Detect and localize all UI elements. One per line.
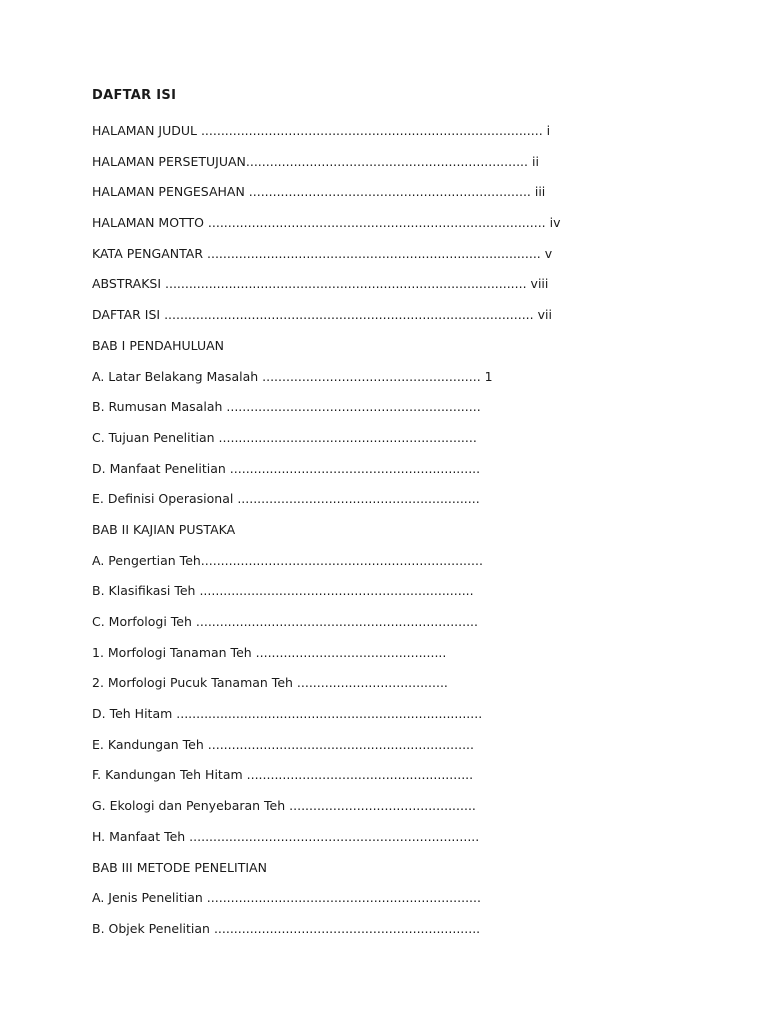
chapter-heading: BAB II KAJIAN PUSTAKA (92, 521, 236, 537)
toc-entry: G. Ekologi dan Penyebaran Teh ............................................... (92, 798, 476, 814)
chapter-heading: BAB III METODE PENELITIAN (92, 859, 267, 875)
toc-entry: KATA PENGANTAR .................................................................................... v (92, 245, 553, 261)
toc-entry: D. Teh Hitam ............................................................................. (92, 706, 483, 722)
toc-entry: HALAMAN PENGESAHAN ....................................................................... iii (92, 184, 546, 200)
toc-entry: HALAMAN MOTTO ..................................................................................... iv (92, 215, 561, 231)
toc-entry: HALAMAN JUDUL ...................................................................................... i (92, 123, 551, 138)
toc-entry: HALAMAN PERSETUJUAN....................................................................... ii (92, 153, 539, 169)
toc-heading: DAFTAR ISI (92, 88, 177, 103)
toc-entry: F. Kandungan Teh Hitam ......................................................... (92, 767, 474, 783)
document-page (92, 86, 692, 945)
toc-entry: B. Rumusan Masalah ................................................................ (92, 399, 481, 415)
toc-entry: E. Definisi Operasional ............................................................. (92, 491, 480, 507)
toc-entry: A. Pengertian Teh....................................................................... (92, 552, 483, 568)
toc-entry: E. Kandungan Teh ................................................................... (92, 736, 474, 752)
toc-entry: C. Tujuan Penelitian ................................................................. (92, 429, 477, 445)
toc-entry: A. Jenis Penelitian ..................................................................... (92, 890, 481, 906)
toc-entry: H. Manfaat Teh ......................................................................... (92, 828, 480, 844)
chapter-heading: BAB I PENDAHULUAN (92, 337, 225, 353)
toc-entry: A. Latar Belakang Masalah ....................................................... 1 (92, 368, 493, 384)
toc-entry: DAFTAR ISI ............................................................................................. vii (92, 307, 552, 323)
toc-entry: C. Morfologi Teh ....................................................................... (92, 614, 479, 629)
toc-entry: ABSTRAKSI ........................................................................................... viii (92, 276, 549, 292)
toc-entry: 1. Morfologi Tanaman Teh ................................................ (92, 644, 447, 660)
toc-entry: B. Objek Penelitian ................................................................... (92, 920, 481, 936)
toc-list (92, 116, 692, 945)
toc-entry: 2. Morfologi Pucuk Tanaman Teh ...................................... (92, 675, 448, 691)
toc-entry: D. Manfaat Penelitian ............................................................... (92, 460, 481, 476)
toc-entry: B. Klasifikasi Teh ..................................................................... (92, 583, 474, 599)
